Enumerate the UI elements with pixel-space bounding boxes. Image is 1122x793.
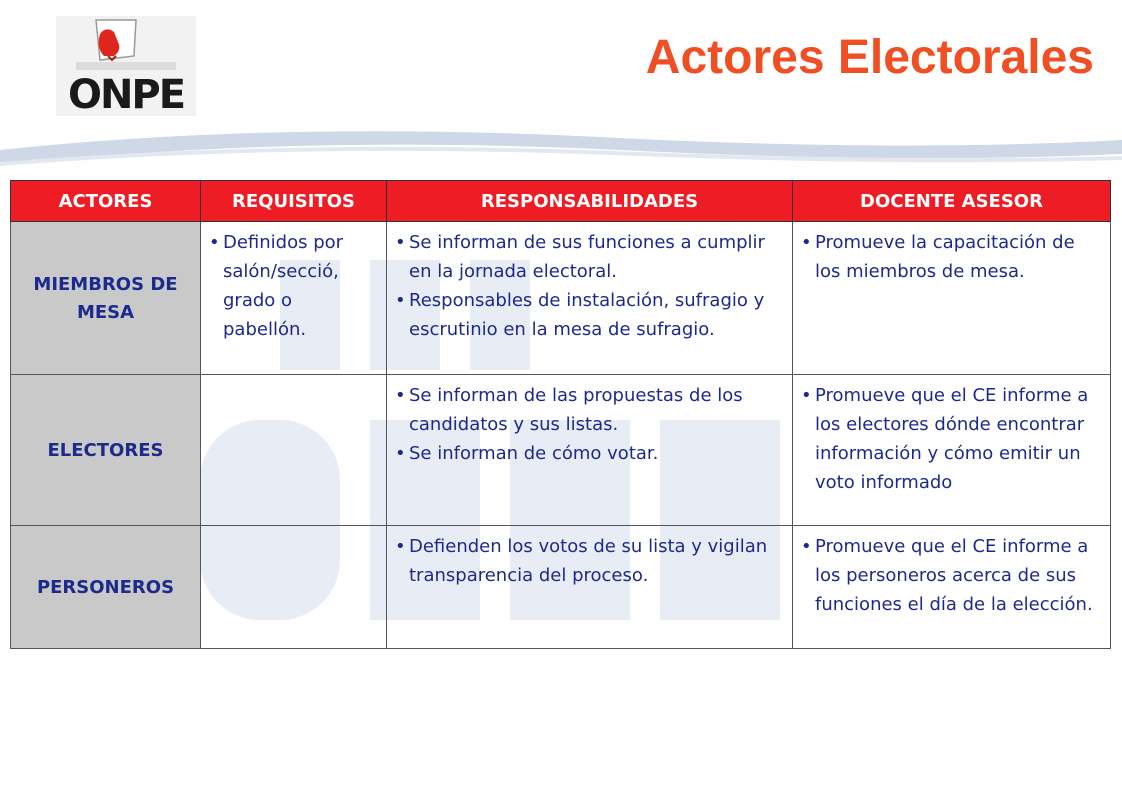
onpe-logo (56, 16, 196, 116)
responsabilidades-cell (387, 526, 793, 649)
requisitos-cell (201, 375, 387, 526)
table-row (11, 375, 1111, 526)
list-item: • Promueve la capacitación de los miembros de mesa. (799, 228, 1104, 286)
logo-word: ONPE (67, 72, 185, 118)
docente-cell (793, 375, 1111, 526)
list-item: • Se informan de cómo votar. (393, 439, 786, 468)
list-item: • Promueve que el CE informe a los personeros acerca de sus funciones el día de la elección. (799, 532, 1104, 619)
list-item: • Se informan de sus funciones a cumplir en la jornada electoral. (393, 228, 786, 286)
actor-cell: MIEMBROS DE MESA (11, 222, 201, 375)
page-title: Actores Electorales (645, 31, 1094, 84)
header-actores: ACTORES (11, 181, 201, 222)
actor-cell: ELECTORES (11, 375, 201, 526)
header-responsabilidades: RESPONSABILIDADES (387, 181, 793, 222)
list-item: • Se informan de las propuestas de los candidatos y sus listas. (393, 381, 786, 439)
decorative-swoosh (0, 110, 1122, 190)
requisitos-cell (201, 526, 387, 649)
actors-table (10, 180, 1111, 649)
responsabilidades-cell (387, 375, 793, 526)
list-item: • Responsables de instalación, sufragio y escrutinio en la mesa de sufragio. (393, 286, 786, 344)
responsabilidades-cell (387, 222, 793, 375)
header-docente-asesor: DOCENTE ASESOR (793, 181, 1111, 222)
list-item: • Definidos por salón/secció, grado o pabellón. (207, 228, 380, 344)
list-item: • Defienden los votos de su lista y vigilan transparencia del proceso. (393, 532, 786, 590)
table-row (11, 526, 1111, 649)
header-requisitos: REQUISITOS (201, 181, 387, 222)
table-row (11, 222, 1111, 375)
list-item: • Promueve que el CE informe a los electores dónde encontrar información y cómo emitir un voto informado (799, 381, 1104, 497)
requisitos-cell (201, 222, 387, 375)
docente-cell (793, 222, 1111, 375)
table-header-row (11, 181, 1111, 222)
actor-cell: PERSONEROS (11, 526, 201, 649)
docente-cell (793, 526, 1111, 649)
